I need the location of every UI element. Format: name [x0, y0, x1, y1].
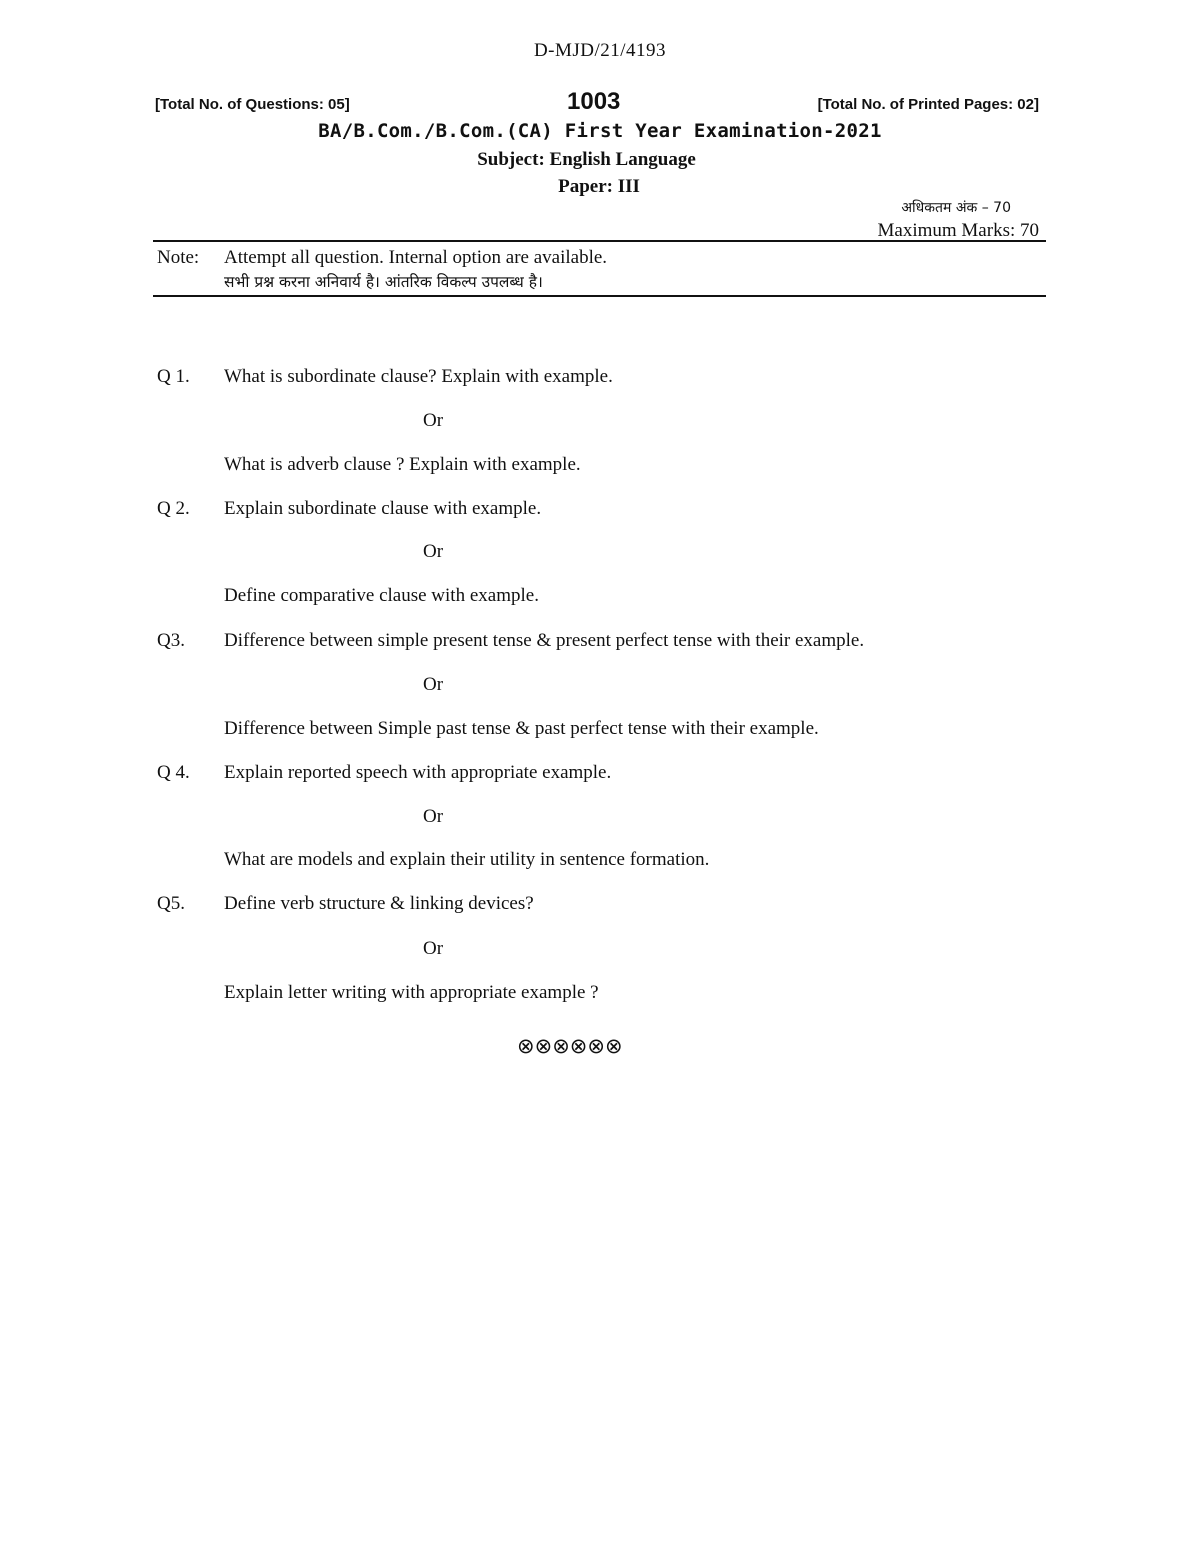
question-text: Difference between simple present tense & present perfect tense with their example.	[224, 630, 865, 651]
or-separator: Or	[423, 938, 444, 959]
paper-line: Paper: III	[558, 176, 640, 197]
total-pages: [Total No. of Printed Pages: 02]	[817, 96, 1039, 113]
question-number: Q3.	[157, 630, 185, 651]
divider-top	[153, 240, 1046, 242]
or-separator: Or	[423, 674, 444, 695]
subject-line: Subject: English Language	[477, 149, 696, 170]
divider-bottom	[153, 295, 1046, 297]
or-separator: Or	[423, 541, 444, 562]
question-text: Explain subordinate clause with example.	[224, 498, 542, 519]
maximum-marks-hindi: अधिकतम अंक – 70	[901, 200, 1011, 216]
question-text: What is subordinate clause? Explain with example.	[224, 366, 613, 387]
question-number: Q 1.	[157, 366, 190, 387]
note-label: Note:	[157, 247, 200, 268]
note-english: Attempt all question. Internal option are available.	[224, 247, 608, 268]
header-row	[155, 88, 1039, 120]
question-alternative: What is adverb clause ? Explain with example.	[224, 454, 581, 475]
question-text: Define verb structure & linking devices?	[224, 893, 534, 914]
maximum-marks-english: Maximum Marks: 70	[877, 220, 1039, 241]
maximum-marks	[878, 197, 1040, 243]
question-alternative: What are models and explain their utility in sentence formation.	[224, 849, 710, 870]
note-hindi: सभी प्रश्न करना अनिवार्य है। आंतरिक विकल्प उपलब्ध है।	[224, 273, 543, 291]
or-separator: Or	[423, 806, 444, 827]
end-ornament: ⊗⊗⊗⊗⊗⊗	[517, 1034, 623, 1058]
question-alternative: Define comparative clause with example.	[224, 585, 539, 606]
question-alternative: Explain letter writing with appropriate example ?	[224, 982, 599, 1003]
document-code: D-MJD/21/4193	[533, 40, 667, 61]
question-number: Q 2.	[157, 498, 190, 519]
question-text: Explain reported speech with appropriate example.	[224, 762, 612, 783]
total-questions: [Total No. of Questions: 05]	[155, 96, 350, 113]
paper-code: 1003	[567, 88, 621, 115]
question-number: Q 4.	[157, 762, 190, 783]
exam-title: BA/B.Com./B.Com.(CA) First Year Examination-2021	[318, 120, 882, 142]
question-alternative: Difference between Simple past tense & past perfect tense with their example.	[224, 718, 819, 739]
or-separator: Or	[423, 410, 444, 431]
question-number: Q5.	[157, 893, 185, 914]
